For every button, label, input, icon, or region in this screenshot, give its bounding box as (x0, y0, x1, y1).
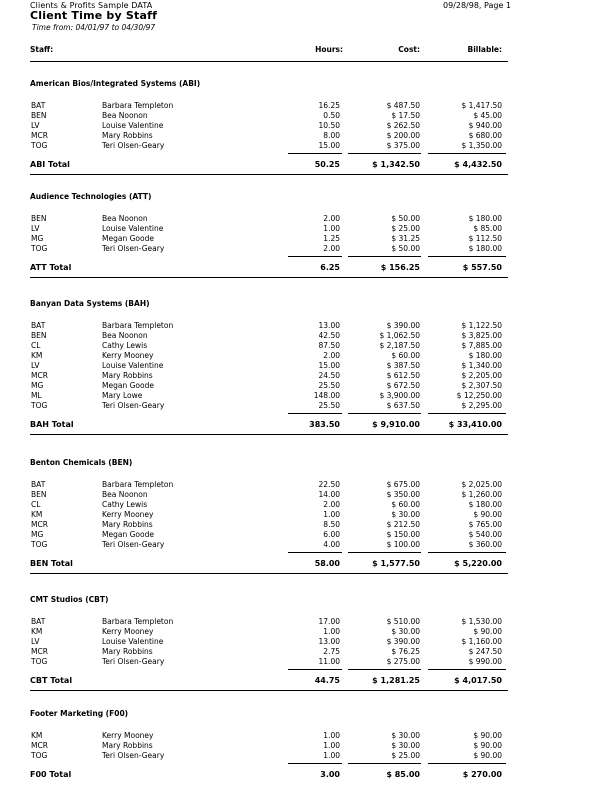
total-cost: $ 1,342.50 (372, 160, 420, 169)
hours-value: 2.00 (323, 214, 340, 223)
billable-value: $ 2,205.00 (461, 371, 502, 380)
staff-name: Mary Robbins (102, 520, 153, 529)
staff-code: MG (31, 234, 44, 243)
subtotal-rule-hours (288, 256, 342, 257)
hours-value: 1.00 (323, 741, 340, 750)
total-label: CBT Total (30, 676, 73, 685)
table-row (0, 131, 612, 141)
subtotal-rule-cost (348, 763, 421, 764)
table-row (0, 741, 612, 751)
table-row (0, 500, 612, 510)
subtotal-rule-cost (348, 256, 421, 257)
client-total-row (0, 676, 612, 686)
cost-value: $ 675.00 (386, 480, 420, 489)
table-row (0, 101, 612, 111)
cost-value: $ 637.50 (386, 401, 420, 410)
table-row (0, 244, 612, 254)
client-heading: CMT Studios (CBT) (30, 595, 109, 604)
hours-value: 11.00 (318, 657, 340, 666)
table-row (0, 637, 612, 647)
total-label: BAH Total (30, 420, 74, 429)
table-row (0, 647, 612, 657)
table-row (0, 627, 612, 637)
staff-code: KM (31, 731, 43, 740)
cost-value: $ 17.50 (391, 111, 420, 120)
subtotal-rule-hours (288, 153, 342, 154)
billable-value: $ 2,025.00 (461, 480, 502, 489)
staff-name: Louise Valentine (102, 121, 164, 130)
staff-name: Kerry Mooney (102, 351, 154, 360)
staff-name: Cathy Lewis (102, 500, 148, 509)
total-hours: 383.50 (309, 420, 340, 429)
staff-name: Mary Robbins (102, 741, 153, 750)
cost-value: $ 31.25 (391, 234, 420, 243)
subtotal-rule-billable (428, 552, 506, 553)
staff-code: MG (31, 530, 44, 539)
billable-value: $ 1,122.50 (461, 321, 502, 330)
billable-value: $ 90.00 (473, 741, 502, 750)
client-heading: Banyan Data Systems (BAH) (30, 299, 150, 308)
table-row (0, 657, 612, 667)
hours-value: 10.50 (318, 121, 340, 130)
hours-value: 1.25 (323, 234, 340, 243)
staff-name: Bea Noonon (102, 214, 148, 223)
table-row (0, 214, 612, 224)
hours-value: 25.50 (318, 401, 340, 410)
table-row (0, 321, 612, 331)
billable-value: $ 540.00 (468, 530, 502, 539)
staff-name: Teri Olsen-Geary (102, 244, 165, 253)
total-billable: $ 33,410.00 (448, 420, 502, 429)
billable-value: $ 112.50 (468, 234, 502, 243)
hours-value: 1.00 (323, 224, 340, 233)
staff-code: CL (31, 500, 41, 509)
table-row (0, 391, 612, 401)
staff-name: Mary Lowe (102, 391, 143, 400)
total-billable: $ 270.00 (462, 770, 502, 779)
staff-code: MCR (31, 371, 48, 380)
staff-name: Barbara Templeton (102, 617, 174, 626)
subtotal-rule-billable (428, 669, 506, 670)
billable-value: $ 12,250.00 (456, 391, 502, 400)
hours-value: 2.75 (323, 647, 340, 656)
staff-name: Mary Robbins (102, 131, 153, 140)
cost-value: $ 350.00 (386, 490, 420, 499)
hours-value: 8.50 (323, 520, 340, 529)
col-staff: Staff: (30, 45, 54, 54)
cost-value: $ 50.00 (391, 244, 420, 253)
cost-value: $ 30.00 (391, 741, 420, 750)
cost-value: $ 375.00 (386, 141, 420, 150)
total-billable: $ 557.50 (462, 263, 502, 272)
hours-value: 25.50 (318, 381, 340, 390)
staff-code: BEN (31, 490, 47, 499)
staff-code: BEN (31, 111, 47, 120)
section-divider (30, 690, 508, 691)
cost-value: $ 1,062.50 (379, 331, 420, 340)
billable-value: $ 2,307.50 (461, 381, 502, 390)
cost-value: $ 60.00 (391, 500, 420, 509)
table-row (0, 111, 612, 121)
staff-code: LV (31, 224, 40, 233)
hours-value: 24.50 (318, 371, 340, 380)
billable-value: $ 1,340.00 (461, 361, 502, 370)
table-row (0, 490, 612, 500)
hours-value: 13.00 (318, 637, 340, 646)
hours-value: 13.00 (318, 321, 340, 330)
table-row (0, 540, 612, 550)
staff-name: Bea Noonon (102, 490, 148, 499)
staff-name: Teri Olsen-Geary (102, 657, 165, 666)
billable-value: $ 180.00 (468, 351, 502, 360)
hours-value: 2.00 (323, 351, 340, 360)
subtotal-rule-hours (288, 552, 342, 553)
header-divider (30, 61, 508, 62)
billable-value: $ 1,260.00 (461, 490, 502, 499)
staff-name: Megan Goode (102, 381, 154, 390)
col-billable: Billable: (467, 45, 502, 54)
hours-value: 15.00 (318, 141, 340, 150)
total-cost: $ 1,281.25 (372, 676, 420, 685)
billable-value: $ 1,350.00 (461, 141, 502, 150)
table-row (0, 371, 612, 381)
subtotal-rule-cost (348, 413, 421, 414)
client-total-row (0, 420, 612, 430)
subtotal-rule-cost (348, 669, 421, 670)
client-heading: Benton Chemicals (BEN) (30, 458, 133, 467)
billable-value: $ 90.00 (473, 751, 502, 760)
total-cost: $ 1,577.50 (372, 559, 420, 568)
table-row (0, 331, 612, 341)
staff-code: BAT (31, 101, 46, 110)
total-hours: 58.00 (314, 559, 340, 568)
cost-value: $ 262.50 (386, 121, 420, 130)
total-hours: 50.25 (314, 160, 340, 169)
cost-value: $ 30.00 (391, 510, 420, 519)
cost-value: $ 60.00 (391, 351, 420, 360)
cost-value: $ 150.00 (386, 530, 420, 539)
billable-value: $ 180.00 (468, 244, 502, 253)
subtotal-rule-hours (288, 669, 342, 670)
hours-value: 1.00 (323, 751, 340, 760)
table-row (0, 480, 612, 490)
cost-value: $ 510.00 (386, 617, 420, 626)
billable-value: $ 90.00 (473, 510, 502, 519)
cost-value: $ 25.00 (391, 224, 420, 233)
staff-name: Teri Olsen-Geary (102, 141, 165, 150)
hours-value: 1.00 (323, 731, 340, 740)
table-row (0, 121, 612, 131)
cost-value: $ 100.00 (386, 540, 420, 549)
staff-name: Megan Goode (102, 234, 154, 243)
total-cost: $ 85.00 (386, 770, 420, 779)
billable-value: $ 765.00 (468, 520, 502, 529)
billable-value: $ 180.00 (468, 500, 502, 509)
billable-value: $ 45.00 (473, 111, 502, 120)
col-cost: Cost: (398, 45, 420, 54)
table-row (0, 361, 612, 371)
staff-code: BAT (31, 617, 46, 626)
staff-name: Barbara Templeton (102, 101, 174, 110)
total-cost: $ 9,910.00 (372, 420, 420, 429)
total-hours: 44.75 (314, 676, 340, 685)
table-row (0, 617, 612, 627)
staff-name: Teri Olsen-Geary (102, 401, 165, 410)
hours-value: 2.00 (323, 500, 340, 509)
total-label: ABI Total (30, 160, 70, 169)
subtotal-rule-billable (428, 413, 506, 414)
subtotal-rule-billable (428, 153, 506, 154)
staff-code: BAT (31, 321, 46, 330)
staff-code: KM (31, 627, 43, 636)
hours-value: 22.50 (318, 480, 340, 489)
total-hours: 6.25 (320, 263, 340, 272)
table-row (0, 530, 612, 540)
table-row (0, 731, 612, 741)
staff-code: TOG (31, 657, 48, 666)
staff-code: TOG (31, 141, 48, 150)
date-page: 09/28/98, Page 1 (443, 1, 512, 10)
cost-value: $ 387.50 (386, 361, 420, 370)
report-title: Client Time by Staff (30, 9, 158, 22)
staff-name: Louise Valentine (102, 361, 164, 370)
staff-code: KM (31, 510, 43, 519)
billable-value: $ 90.00 (473, 627, 502, 636)
section-divider (30, 434, 508, 435)
cost-value: $ 30.00 (391, 627, 420, 636)
billable-value: $ 2,295.00 (461, 401, 502, 410)
cost-value: $ 200.00 (386, 131, 420, 140)
subtotal-rule-cost (348, 153, 421, 154)
hours-value: 42.50 (318, 331, 340, 340)
client-total-row (0, 770, 612, 780)
cost-value: $ 30.00 (391, 731, 420, 740)
table-row (0, 520, 612, 530)
table-row (0, 141, 612, 151)
table-row (0, 351, 612, 361)
staff-code: MCR (31, 131, 48, 140)
hours-value: 148.00 (313, 391, 340, 400)
section-divider (30, 573, 508, 574)
table-row (0, 234, 612, 244)
subtotal-rule-cost (348, 552, 421, 553)
hours-value: 8.00 (323, 131, 340, 140)
staff-name: Mary Robbins (102, 371, 153, 380)
table-row (0, 341, 612, 351)
billable-value: $ 990.00 (468, 657, 502, 666)
billable-value: $ 1,530.00 (461, 617, 502, 626)
cost-value: $ 275.00 (386, 657, 420, 666)
staff-name: Bea Noonon (102, 331, 148, 340)
staff-code: MCR (31, 647, 48, 656)
cost-value: $ 390.00 (386, 637, 420, 646)
client-heading: Footer Marketing (F00) (30, 709, 129, 718)
total-label: ATT Total (30, 263, 72, 272)
staff-code: LV (31, 361, 40, 370)
billable-value: $ 940.00 (468, 121, 502, 130)
billable-value: $ 680.00 (468, 131, 502, 140)
billable-value: $ 85.00 (473, 224, 502, 233)
cost-value: $ 390.00 (386, 321, 420, 330)
hours-value: 4.00 (323, 540, 340, 549)
total-label: F00 Total (30, 770, 72, 779)
table-row (0, 401, 612, 411)
cost-value: $ 50.00 (391, 214, 420, 223)
subtotal-rule-hours (288, 763, 342, 764)
hours-value: 1.00 (323, 627, 340, 636)
billable-value: $ 7,885.00 (461, 341, 502, 350)
app-name: Clients & Profits Sample DATA (30, 1, 153, 10)
col-hours: Hours: (315, 45, 343, 54)
staff-name: Teri Olsen-Geary (102, 540, 165, 549)
total-billable: $ 5,220.00 (454, 559, 502, 568)
hours-value: 15.00 (318, 361, 340, 370)
staff-code: KM (31, 351, 43, 360)
total-cost: $ 156.25 (380, 263, 420, 272)
section-divider (30, 174, 508, 175)
staff-code: MCR (31, 741, 48, 750)
billable-value: $ 360.00 (468, 540, 502, 549)
staff-code: BEN (31, 214, 47, 223)
staff-code: MG (31, 381, 44, 390)
hours-value: 0.50 (323, 111, 340, 120)
total-hours: 3.00 (320, 770, 340, 779)
cost-value: $ 487.50 (386, 101, 420, 110)
staff-name: Kerry Mooney (102, 510, 154, 519)
cost-value: $ 3,900.00 (379, 391, 420, 400)
cost-value: $ 672.50 (386, 381, 420, 390)
staff-code: MCR (31, 520, 48, 529)
staff-code: TOG (31, 401, 48, 410)
staff-code: ML (31, 391, 42, 400)
client-heading: Audience Technologies (ATT) (30, 192, 152, 201)
staff-name: Louise Valentine (102, 224, 164, 233)
staff-code: LV (31, 121, 40, 130)
cost-value: $ 25.00 (391, 751, 420, 760)
staff-code: BAT (31, 480, 46, 489)
table-row (0, 510, 612, 520)
billable-value: $ 90.00 (473, 731, 502, 740)
hours-value: 1.00 (323, 510, 340, 519)
date-range: Time from: 04/01/97 to 04/30/97 (32, 23, 156, 32)
client-total-row (0, 160, 612, 170)
staff-code: BEN (31, 331, 47, 340)
subtotal-rule-billable (428, 763, 506, 764)
hours-value: 6.00 (323, 530, 340, 539)
hours-value: 17.00 (318, 617, 340, 626)
cost-value: $ 212.50 (386, 520, 420, 529)
total-label: BEN Total (30, 559, 73, 568)
table-row (0, 224, 612, 234)
hours-value: 14.00 (318, 490, 340, 499)
staff-name: Mary Robbins (102, 647, 153, 656)
subtotal-rule-billable (428, 256, 506, 257)
staff-name: Megan Goode (102, 530, 154, 539)
hours-value: 16.25 (318, 101, 340, 110)
staff-code: TOG (31, 244, 48, 253)
table-row (0, 751, 612, 761)
cost-value: $ 2,187.50 (379, 341, 420, 350)
section-divider (30, 277, 508, 278)
staff-name: Kerry Mooney (102, 627, 154, 636)
staff-code: TOG (31, 540, 48, 549)
billable-value: $ 1,417.50 (461, 101, 502, 110)
cost-value: $ 76.25 (391, 647, 420, 656)
table-row (0, 381, 612, 391)
hours-value: 87.50 (318, 341, 340, 350)
client-total-row (0, 263, 612, 273)
hours-value: 2.00 (323, 244, 340, 253)
total-billable: $ 4,432.50 (454, 160, 502, 169)
staff-code: CL (31, 341, 41, 350)
client-heading: American Bios/Integrated Systems (ABI) (30, 79, 201, 88)
staff-name: Louise Valentine (102, 637, 164, 646)
staff-code: TOG (31, 751, 48, 760)
staff-name: Bea Noonon (102, 111, 148, 120)
billable-value: $ 247.50 (468, 647, 502, 656)
cost-value: $ 612.50 (386, 371, 420, 380)
billable-value: $ 1,160.00 (461, 637, 502, 646)
subtotal-rule-hours (288, 413, 342, 414)
staff-name: Kerry Mooney (102, 731, 154, 740)
staff-name: Barbara Templeton (102, 321, 174, 330)
total-billable: $ 4,017.50 (454, 676, 502, 685)
staff-code: LV (31, 637, 40, 646)
staff-name: Teri Olsen-Geary (102, 751, 165, 760)
staff-name: Cathy Lewis (102, 341, 148, 350)
client-total-row (0, 559, 612, 569)
billable-value: $ 3,825.00 (461, 331, 502, 340)
billable-value: $ 180.00 (468, 214, 502, 223)
staff-name: Barbara Templeton (102, 480, 174, 489)
